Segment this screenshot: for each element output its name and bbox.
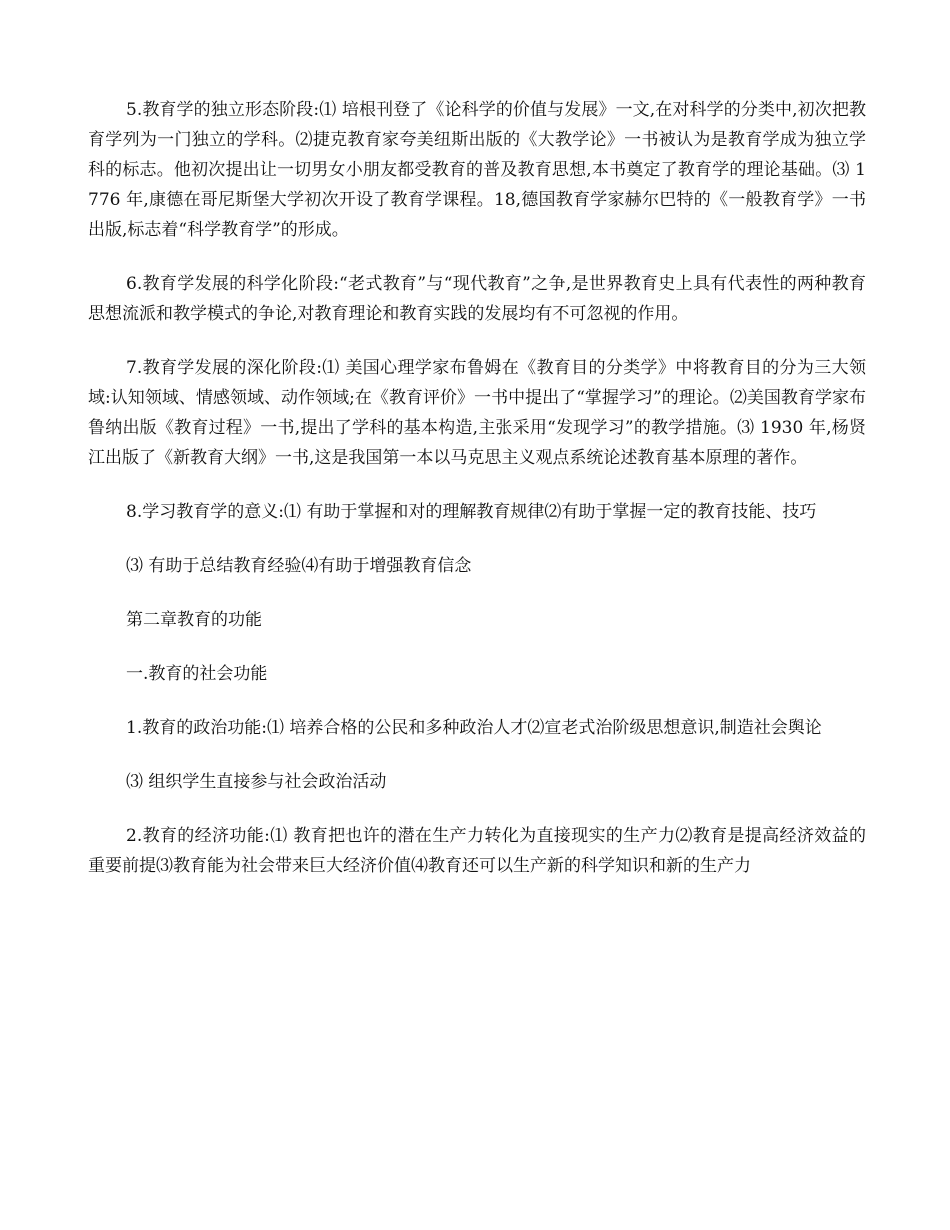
- paragraph-political-function-continued: ⑶ 组织学生直接参与社会政治活动: [126, 772, 387, 792]
- paragraph-political-function: 1.教育的政治功能:⑴ 培养合格的公民和多种政治人才⑵宣老式治阶级思想意识,制造社会舆论: [126, 718, 822, 738]
- chapter-heading: 第二章教育的功能: [126, 610, 262, 630]
- paragraph-significance-of-pedagogy: 8.学习教育学的意义:⑴ 有助于掌握和对的理解教育规律⑵有助于掌握一定的教育技能、技巧: [126, 502, 817, 522]
- paragraph-education-scientific-stage: 6.教育学发展的科学化阶段:“老式教育”与“现代教育”之争,是世界教育史上具有代表性的两种教育思想流派和教学模式的争论,对教育理论和教育实践的发展均有不可忽视的作用。: [88, 274, 866, 324]
- paragraph-economic-function: 2.教育的经济功能:⑴ 教育把也许的潜在生产力转化为直接现实的生产力⑵教育是提高经济效益的重要前提⑶教育能为社会带来巨大经济价值⑷教育还可以生产新的科学知识和新的生产力: [88, 826, 866, 876]
- section-heading: 一.教育的社会功能: [126, 664, 268, 684]
- document-body: [88, 95, 866, 905]
- paragraph-significance-continued: ⑶ 有助于总结教育经验⑷有助于增强教育信念: [126, 556, 472, 576]
- paragraph-education-deepening-stage: 7.教育学发展的深化阶段:⑴ 美国心理学家布鲁姆在《教育目的分类学》中将教育目的分为三大领域:认知领域、情感领域、动作领域;在《教育评价》一书中提出了“掌握学习”的理论。⑵美国教育学家布鲁纳出版《教育过程》一书,提出了学科的基本构造,主张采用“发现学习”的教学措施。⑶ 1930 年,杨贤江出版了《新教育大纲》一书,这是我国第一本以马克思主义观点系统论述教育基本原理的著作。: [88, 358, 866, 468]
- paragraph-education-independent-stage: 5.教育学的独立形态阶段:⑴ 培根刊登了《论科学的价值与发展》一文,在对科学的分类中,初次把教育学列为一门独立的学科。⑵捷克教育家夸美纽斯出版的《大教学论》一书被认为是教育学成为独立学科的标志。他初次提出让一切男女小朋友都受教育的普及教育思想,本书奠定了教育学的理论基础。⑶ 1776 年,康德在哥尼斯堡大学初次开设了教育学课程。18,德国教育学家赫尔巴特的《一般教育学》一书出版,标志着“科学教育学”的形成。: [88, 100, 866, 240]
